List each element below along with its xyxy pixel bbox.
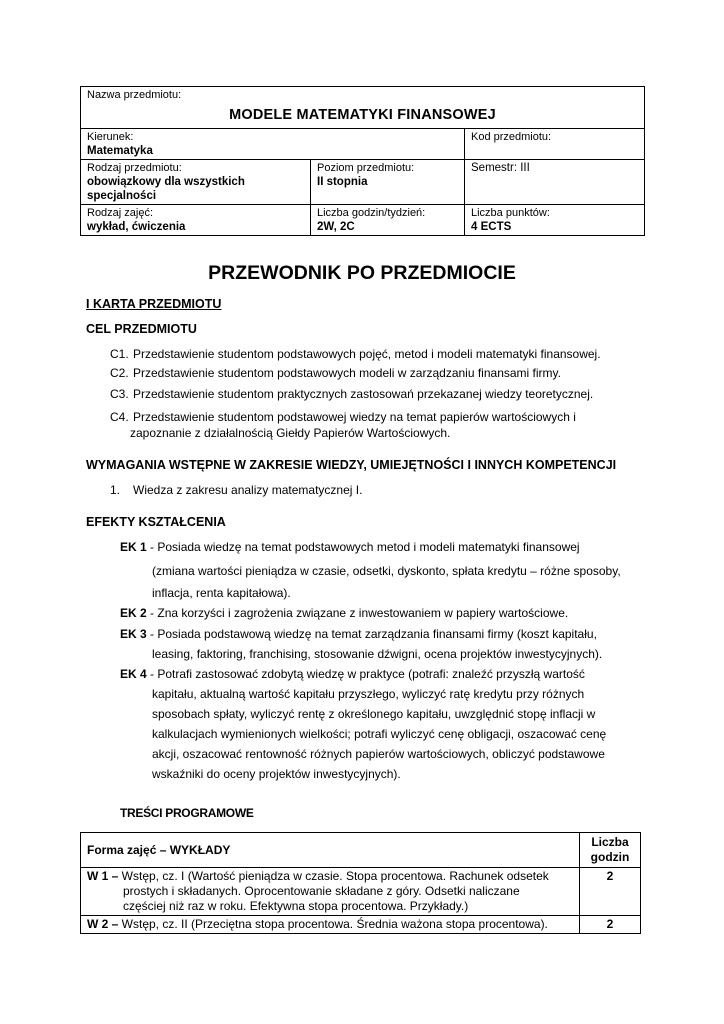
- hours-cell: [311, 205, 465, 236]
- hours-value: 2W, 2C: [317, 221, 355, 233]
- program-heading: TREŚCI PROGRAMOWE: [120, 806, 254, 820]
- table-row: [81, 868, 641, 916]
- lecture-hours: 2: [580, 916, 641, 934]
- lecture-line: prostych i składanych. Oprocentowanie składane z góry. Odsetki naliczane: [123, 884, 520, 898]
- effects-heading: EFEKTY KSZTAŁCENIA: [86, 515, 226, 529]
- program-table-header: [81, 833, 641, 868]
- effect-line: (zmiana wartości pieniądza w czasie, odsetki, dyskonto, spłata kredytu – różne sposoby,: [152, 564, 621, 578]
- guide-title: PRZEWODNIK PO PRZEDMIOCIE: [208, 262, 516, 284]
- kind-cell: [81, 160, 311, 205]
- lecture-hours: 2: [580, 868, 641, 916]
- goal-number: C3.: [110, 387, 129, 401]
- effect-line: - Posiada wiedzę na temat podstawowych metod i modeli matematyki finansowej: [150, 540, 580, 554]
- program-table: [80, 832, 641, 934]
- subject-title: MODELE MATEMATYKI FINANSOWEJ: [229, 107, 496, 123]
- lecture-cell: [81, 916, 580, 934]
- effect-item: [120, 603, 568, 623]
- program-form-header: Forma zajęć – WYKŁADY: [81, 833, 580, 868]
- points-value: 4 ECTS: [471, 221, 512, 233]
- lecture-cell: [81, 868, 580, 916]
- lecture-line: Wstęp, cz. I (Wartość pieniądza w czasie. Stopa procentowa. Rachunek odsetek: [118, 869, 549, 883]
- hours-label: Liczba godzin/tydzień:: [317, 207, 426, 219]
- lecture-code: W 2 –: [87, 917, 119, 931]
- level-cell: [311, 160, 465, 205]
- code-cell: [465, 129, 645, 160]
- level-value: II stopnia: [317, 176, 368, 188]
- classes-value: wykład, ćwiczenia: [87, 221, 186, 233]
- code-label: Kod przedmiotu:: [471, 131, 552, 143]
- points-cell: [465, 205, 645, 236]
- kind-label: Rodzaj przedmiotu:: [87, 162, 182, 174]
- effect-item: [120, 537, 621, 603]
- table-row: [81, 916, 641, 934]
- effect-line: akcji, oszacować rentowność różnych papierów wartościowych, obliczyć podstawowe: [152, 747, 605, 761]
- classes-label: Rodzaj zajęć:: [87, 207, 154, 219]
- goal-item: [110, 346, 601, 362]
- requirement-text: Wiedza z zakresu analizy matematycznej I.: [133, 483, 363, 497]
- effect-line: - Zna korzyści i zagrożenia związane z inwestowaniem w papiery wartościowe.: [150, 606, 569, 620]
- subject-label: Nazwa przedmiotu:: [87, 89, 182, 101]
- requirement-number: 1.: [110, 483, 121, 497]
- requirement-item: [110, 482, 362, 498]
- hours-header-line: Liczba: [591, 835, 629, 849]
- goal-number: C2.: [110, 366, 129, 380]
- hours-header-line: godzin: [590, 850, 630, 864]
- direction-value: Matematyka: [87, 145, 153, 157]
- goal-number: C4.: [110, 410, 129, 424]
- level-label: Poziom przedmiotu:: [317, 162, 415, 174]
- effect-code: EK 1: [120, 540, 147, 554]
- points-label: Liczba punktów:: [471, 207, 550, 219]
- goal-item: [110, 409, 640, 441]
- direction-cell: [81, 129, 465, 160]
- effect-line: leasing, faktoring, franchising, stosowanie dźwigni, ocena projektów inwestycyjnych).: [152, 647, 603, 661]
- semester-value: Semestr: III: [471, 162, 530, 174]
- subject-info-table: [80, 86, 645, 236]
- effect-item: [120, 624, 602, 664]
- goal-item: [110, 386, 593, 402]
- lecture-line: częściej niż raz w roku. Efektywna stopa procentowa. Przykłady.): [123, 899, 469, 913]
- effect-code: EK 4: [120, 667, 147, 681]
- effect-line: - Posiada podstawową wiedzę na temat zarządzania finansami firmy (koszt kapitału,: [150, 627, 597, 641]
- goal-number: C1.: [110, 347, 129, 361]
- semester-cell: [465, 160, 645, 205]
- goal-text: Przedstawienie studentom praktycznych zastosowań przekazanej wiedzy teoretycznej.: [133, 387, 594, 401]
- effect-line: kapitału, aktualną wartość kapitału przyszłego, wyliczyć ratę kredytu przy różnych: [152, 687, 585, 701]
- effect-item: [120, 664, 606, 784]
- goal-text: Przedstawienie studentom podstawowej wiedzy na temat papierów wartościowych i: [133, 410, 576, 424]
- section-card-heading: I KARTA PRZEDMIOTU: [86, 297, 222, 311]
- effect-line: kalkulacjach wymienionych wielkości; potrafi wyliczyć cenę obligacji, oszacować cenę: [152, 727, 607, 741]
- requirements-heading: WYMAGANIA WSTĘPNE W ZAKRESIE WIEDZY, UMIEJĘTNOŚCI I INNYCH KOMPETENCJI: [86, 458, 617, 472]
- effect-code: EK 3: [120, 627, 147, 641]
- goal-text: Przedstawienie studentom podstawowych pojęć, metod i modeli matematyki finansowej.: [133, 347, 601, 361]
- goal-text: Przedstawienie studentom podstawowych modeli w zarządzaniu finansami firmy.: [133, 366, 561, 380]
- classes-cell: [81, 205, 311, 236]
- effect-line: - Potrafi zastosować zdobytą wiedzę w praktyce (potrafi: znaleźć przyszłą wartość: [150, 667, 585, 681]
- direction-label: Kierunek:: [87, 131, 134, 143]
- goal-item: [110, 365, 561, 381]
- effect-line: wskaźniki do oceny projektów inwestycyjnych).: [152, 767, 401, 781]
- lecture-line: Wstęp, cz. II (Przeciętna stopa procentowa. Średnia ważona stopa procentowa).: [118, 917, 548, 931]
- effect-line: inflacja, renta kapitałowa).: [152, 586, 291, 600]
- effect-line: sposobach spłaty, wyliczyć rentę z określonego kapitału, uwzględnić stopę inflacji w: [152, 707, 596, 721]
- program-hours-header: [580, 833, 641, 868]
- effect-code: EK 2: [120, 606, 147, 620]
- goals-heading: CEL PRZEDMIOTU: [86, 322, 197, 336]
- lecture-code: W 1 –: [87, 869, 119, 883]
- subject-name-cell: [81, 87, 645, 129]
- kind-value: obowiązkowy dla wszystkich specjalności: [87, 176, 245, 202]
- goal-text-continued: zapoznanie z działalnością Giełdy Papierów Wartościowych.: [130, 426, 451, 440]
